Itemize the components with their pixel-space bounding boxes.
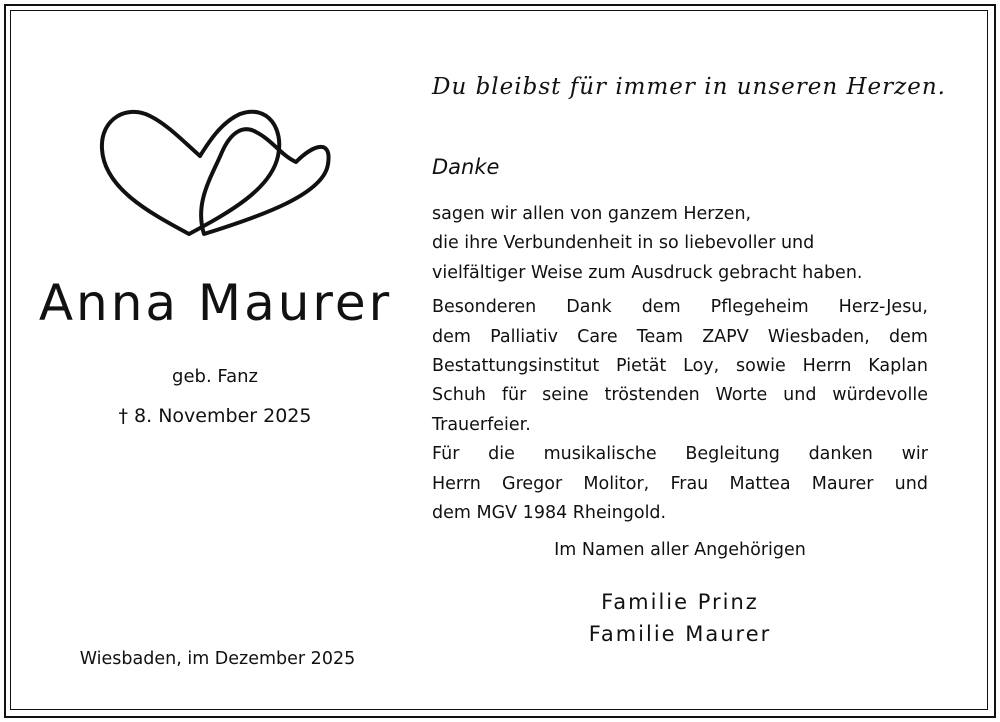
word: Pietät xyxy=(616,355,667,376)
word: und xyxy=(783,385,817,406)
text-line xyxy=(432,352,928,381)
word: ZAPV xyxy=(702,326,749,347)
word: Mattea xyxy=(729,473,791,494)
word: Besonderen xyxy=(432,297,537,318)
word: würdevolle xyxy=(832,385,928,406)
word: dem xyxy=(641,297,681,318)
word: Palliativ xyxy=(490,326,558,347)
text-line xyxy=(432,323,928,352)
word: tröstenden xyxy=(604,385,700,406)
text-line: die ihre Verbundenheit in so liebevoller und xyxy=(432,233,815,254)
text-line: dem MGV 1984 Rheingold. xyxy=(432,502,667,523)
family-signatures xyxy=(432,586,928,650)
word: Care xyxy=(577,326,618,347)
motto: Du bleibst für immer in unseren Herzen. xyxy=(432,74,946,100)
thanks-text xyxy=(432,200,928,528)
place-and-date: Wiesbaden, im Dezember 2025 xyxy=(79,649,356,669)
word: Für xyxy=(432,444,460,465)
text-line xyxy=(432,440,928,469)
word: Gregor xyxy=(502,473,563,494)
text-line: vielfältiger Weise zum Ausdruck gebracht haben. xyxy=(432,262,863,283)
word: Schuh xyxy=(432,385,487,406)
word: Bestattungsinstitut xyxy=(432,355,600,376)
word: Dank xyxy=(566,297,612,318)
family-name: Familie Maurer xyxy=(588,622,772,646)
word: dem xyxy=(432,326,471,347)
text-line xyxy=(432,381,928,410)
word: seine xyxy=(542,385,589,406)
deceased-name: Anna Maurer xyxy=(38,274,393,332)
text-line xyxy=(432,293,928,322)
death-date: † 8. November 2025 xyxy=(118,405,312,427)
word: die xyxy=(488,444,515,465)
text-line: sagen wir allen von ganzem Herzen, xyxy=(432,204,752,224)
word: Pflegeheim xyxy=(710,297,809,318)
two-hearts-icon xyxy=(92,94,337,244)
word: für xyxy=(501,385,527,406)
thanks-paragraph-institutions xyxy=(432,293,928,411)
text-line xyxy=(432,470,928,499)
closing-line: Im Namen aller Angehörigen xyxy=(554,540,806,560)
word: und xyxy=(894,473,928,494)
word: Kaplan xyxy=(868,355,928,376)
word: danken xyxy=(808,444,873,465)
word: Worte xyxy=(715,385,768,406)
birth-name: geb. Fanz xyxy=(172,366,258,387)
word: Molitor, xyxy=(583,473,650,494)
thanks-paragraph-music xyxy=(432,440,928,499)
word: Wiesbaden, xyxy=(767,326,870,347)
word: Herz-Jesu, xyxy=(838,297,928,318)
word: Maurer xyxy=(811,473,874,494)
word: Loy, xyxy=(683,355,720,376)
word: dem xyxy=(888,326,928,347)
word: Herrn xyxy=(432,473,481,494)
family-name: Familie Prinz xyxy=(601,590,759,614)
word: Frau xyxy=(670,473,709,494)
text-line: Trauerfeier. xyxy=(432,414,531,435)
word: wir xyxy=(901,444,928,465)
word: musikalische xyxy=(543,444,657,465)
word: Herrn xyxy=(802,355,852,376)
danke-heading: Danke xyxy=(432,155,500,179)
word: sowie xyxy=(736,355,786,376)
word: Begleitung xyxy=(685,444,780,465)
word: Team xyxy=(636,326,684,347)
